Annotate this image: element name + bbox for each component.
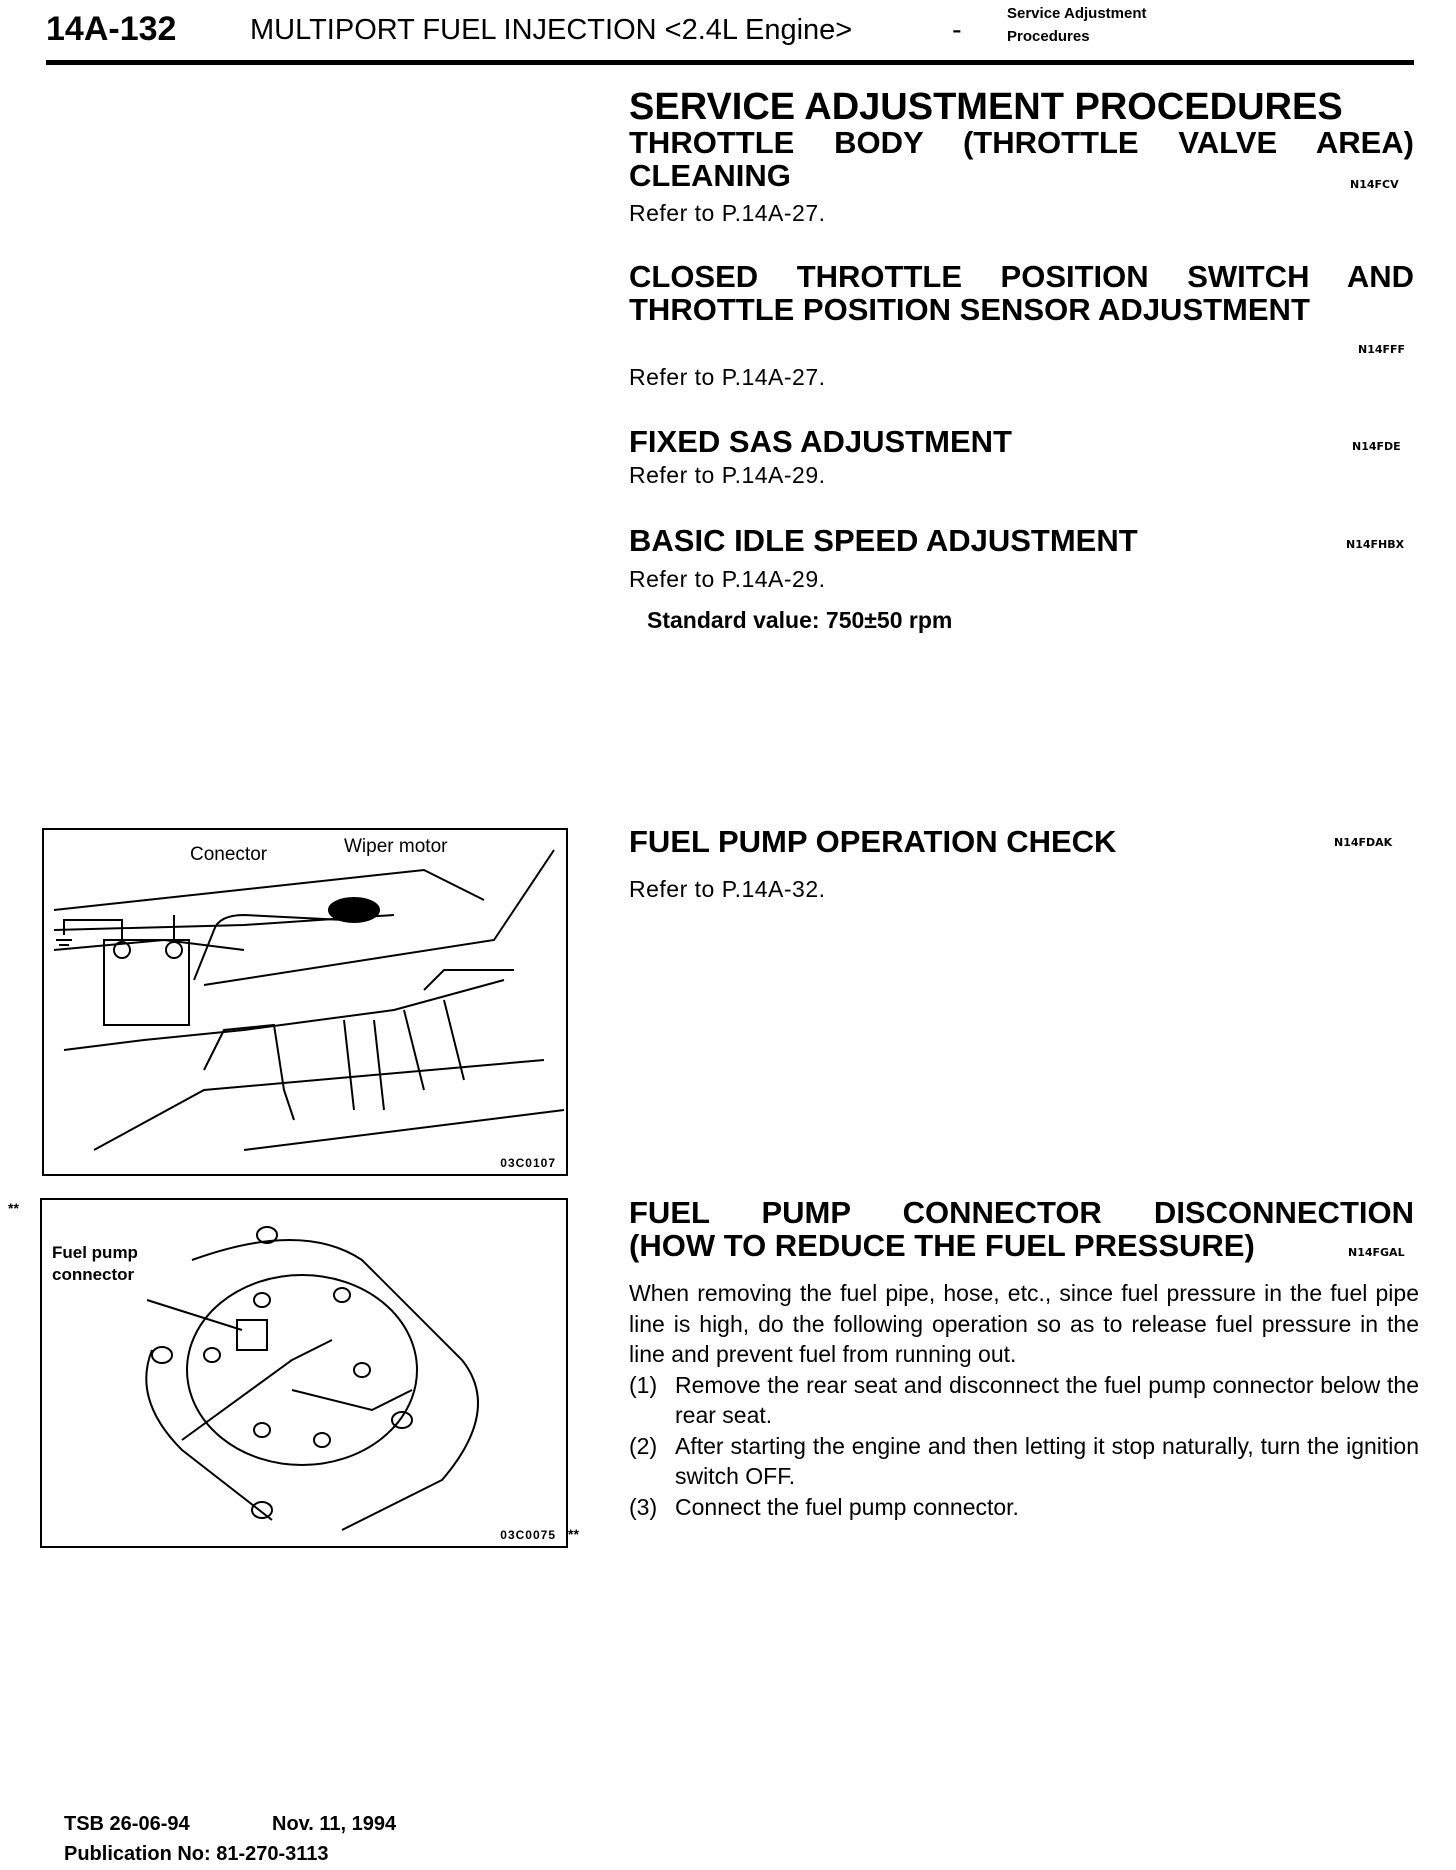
heading-fuel-pump-disconnect-l1: FUEL PUMP CONNECTOR DISCONNECTION	[629, 1195, 1414, 1230]
step-number: (2)	[629, 1432, 658, 1459]
reference-text: Refer to P.14A-27.	[629, 200, 826, 226]
heading-ctps-l2: THROTTLE POSITION SENSOR ADJUSTMENT	[629, 292, 1310, 327]
heading-fuel-pump-check: FUEL PUMP OPERATION CHECK	[629, 824, 1117, 859]
reference-text: Refer to P.14A-27.	[629, 364, 826, 390]
ref-code: N14FDE	[1352, 440, 1401, 453]
chapter-title: MULTIPORT FUEL INJECTION <2.4L Engine>	[250, 14, 853, 46]
ref-code: N14FCV	[1350, 178, 1399, 191]
figure-wiper-connector	[42, 828, 568, 1176]
header-rule	[46, 60, 1414, 65]
label-wiper-motor: Wiper motor	[344, 836, 448, 857]
step-text: Remove the rear seat and disconnect the fuel pump connector below the rear seat.	[675, 1371, 1419, 1428]
standard-value: Standard value: 750±50 rpm	[647, 607, 953, 633]
heading-fixed-sas: FIXED SAS ADJUSTMENT	[629, 424, 1012, 459]
reference-text: Refer to P.14A-32.	[629, 876, 826, 902]
title-separator: -	[952, 14, 962, 46]
reference-text: Refer to P.14A-29.	[629, 462, 826, 488]
engine-bay-illustration	[44, 830, 566, 1174]
ref-code: N14FHBX	[1346, 538, 1405, 551]
label-connector: Conector	[190, 844, 268, 865]
page-number: 14A-132	[46, 10, 177, 48]
step-number: (1)	[629, 1371, 658, 1398]
label-line1: Fuel pump	[52, 1243, 138, 1262]
step-number: (3)	[629, 1493, 658, 1520]
label-fuel-pump-connector	[52, 1242, 138, 1286]
heading-fuel-pump-disconnect-l2: (HOW TO REDUCE THE FUEL PRESSURE)	[629, 1228, 1255, 1263]
ref-code: N14FFF	[1358, 343, 1406, 356]
label-line2: connector	[52, 1265, 135, 1284]
section-name-line2: Procedures	[1007, 28, 1090, 45]
main-title: SERVICE ADJUSTMENT PROCEDURES	[629, 86, 1343, 128]
figure-id: 03C0075	[500, 1528, 556, 1542]
revision-mark-right: **	[568, 1526, 579, 1542]
ref-code: N14FGAL	[1348, 1246, 1405, 1259]
heading-throttle-body-l2: CLEANING	[629, 158, 791, 193]
procedure-step	[629, 1370, 1419, 1431]
section-name	[1007, 2, 1147, 48]
heading-throttle-body-l1: THROTTLE BODY (THROTTLE VALVE AREA)	[629, 125, 1414, 160]
heading-basic-idle: BASIC IDLE SPEED ADJUSTMENT	[629, 523, 1138, 558]
figure-id: 03C0107	[500, 1156, 556, 1170]
procedure-body	[629, 1278, 1419, 1522]
figure-fuel-pump-connector	[40, 1198, 568, 1548]
heading-ctps-l1: CLOSED THROTTLE POSITION SWITCH AND	[629, 259, 1414, 294]
footer-tsb: TSB 26-06-94	[64, 1813, 190, 1835]
step-text: Connect the fuel pump connector.	[675, 1493, 1019, 1520]
section-name-line1: Service Adjustment	[1007, 5, 1147, 22]
revision-mark-left: **	[8, 1200, 19, 1216]
step-text: After starting the engine and then letting it stop naturally, turn the ignition switch OFF.	[675, 1432, 1419, 1489]
footer-date: Nov. 11, 1994	[272, 1813, 397, 1835]
procedure-step	[629, 1492, 1419, 1523]
footer-publication: Publication No: 81-270-3113	[64, 1843, 329, 1865]
ref-code: N14FDAK	[1334, 836, 1393, 849]
procedure-intro: When removing the fuel pipe, hose, etc., since fuel pressure in the fuel pipe line is high, do the following operation so as to release fuel pressure in the line and prevent fuel from running out.	[629, 1280, 1419, 1367]
reference-text: Refer to P.14A-29.	[629, 566, 826, 592]
procedure-step	[629, 1431, 1419, 1492]
